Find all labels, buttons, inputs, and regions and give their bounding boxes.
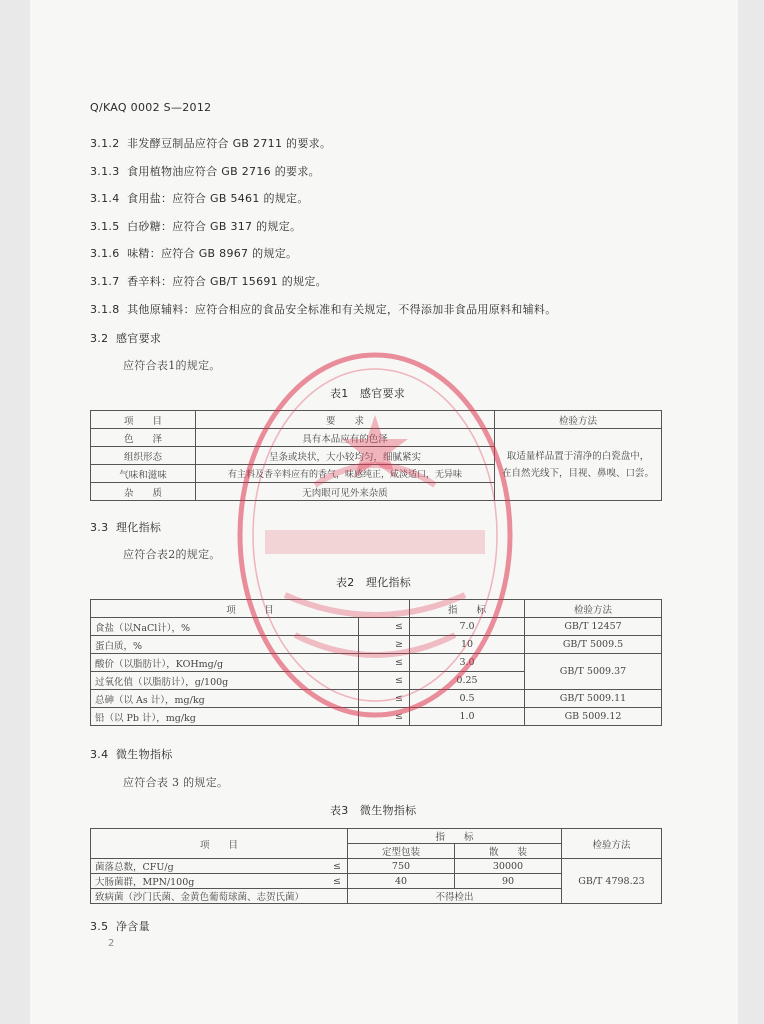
- table3-caption: 表3 微生物指标: [330, 804, 417, 817]
- item-3-1-7: 3.1.7 香辛料：应符合 GB/T 15691 的规定。: [90, 275, 327, 288]
- item-3-1-8: 3.1.8 其他原辅料：应符合相应的食品安全标准和有关规定，不得添加非食品用原料和辅料。: [90, 303, 557, 316]
- table3-header-item: 项 目: [91, 829, 348, 859]
- table-row: 菌落总数，CFU/g ≤ 750 30000 GB/T 4798.23: [91, 859, 662, 874]
- table2-caption: 表2 理化指标: [336, 576, 412, 589]
- table3-header-prepacked: 定型包装: [348, 844, 455, 859]
- section-3-4-body: 应符合表 3 的规定。: [123, 776, 229, 789]
- table-row: 酸价（以脂肪计），KOHmg/g ≤ 3.0 GB/T 5009.37: [91, 654, 662, 672]
- item-3-1-2: 3.1.2 非发酵豆制品应符合 GB 2711 的要求。: [90, 137, 332, 150]
- section-3-2-heading: 3.2 感官要求: [90, 332, 162, 345]
- table2-header-method: 检验方法: [525, 600, 662, 618]
- item-3-1-3: 3.1.3 食用植物油应符合 GB 2716 的要求。: [90, 165, 320, 178]
- table1-header-req: 要 求: [196, 411, 495, 429]
- section-3-2-body: 应符合表1的规定。: [123, 359, 221, 372]
- page-number: 2: [108, 938, 115, 949]
- table-row: 杂 质 无肉眼可见外来杂质: [91, 483, 662, 501]
- table-row: 过氧化值（以脂肪计），g/100g ≤ 0.25: [91, 672, 662, 690]
- table1-sensory: [90, 410, 662, 501]
- section-3-3-body: 应符合表2的规定。: [123, 548, 221, 561]
- table-row: 蛋白质，% ≥ 10 GB/T 5009.5: [91, 636, 662, 654]
- standard-code: Q/KAQ 0002 S—2012: [90, 101, 212, 114]
- table3-header-index: 指 标: [348, 829, 562, 844]
- table-row: 食盐（以NaCl计），% ≤ 7.0 GB/T 12457: [91, 618, 662, 636]
- table-row: 总砷（以 As 计），mg/kg ≤ 0.5 GB/T 5009.11: [91, 690, 662, 708]
- table-row: 组织形态 呈条或块状，大小较均匀，细腻紧实: [91, 447, 662, 465]
- table-row: 铅（以 Pb 计），mg/kg ≤ 1.0 GB 5009.12: [91, 708, 662, 726]
- item-3-1-5: 3.1.5 白砂糖：应符合 GB 317 的规定。: [90, 220, 302, 233]
- table3-header-bulk: 散 装: [455, 844, 562, 859]
- table3-header-method: 检验方法: [562, 829, 662, 859]
- section-3-4-heading: 3.4 微生物指标: [90, 748, 173, 761]
- section-3-3-heading: 3.3 理化指标: [90, 521, 162, 534]
- table-row: 大肠菌群，MPN/100g ≤ 40 90: [91, 874, 662, 889]
- table2-header-item: 项 目: [91, 600, 410, 618]
- table-row: 气味和滋味 有主料及香辛料应有的香气，味感纯正，咸淡适口，无异味: [91, 465, 662, 483]
- table1-header-item: 项 目: [91, 411, 196, 429]
- item-3-1-6: 3.1.6 味精：应符合 GB 8967 的规定。: [90, 247, 298, 260]
- table3-method-cell: GB/T 4798.23: [562, 859, 662, 904]
- table3-microbial: [90, 828, 662, 904]
- item-3-1-4: 3.1.4 食用盐：应符合 GB 5461 的规定。: [90, 192, 309, 205]
- table1-header-method: 检验方法: [495, 411, 662, 429]
- section-3-5-heading: 3.5 净含量: [90, 920, 150, 933]
- table2-physicochemical: [90, 599, 662, 726]
- table-row: 色 泽 具有本品应有的色泽 取适量样品置于清净的白瓷盘中， 在自然光线下，目视、鼻嗅、口尝。: [91, 429, 662, 447]
- table1-caption: 表1 感官要求: [330, 387, 406, 400]
- table-row: 致病菌（沙门氏菌、金黄色葡萄球菌、志贺氏菌） 不得检出: [91, 889, 662, 904]
- table1-method-cell: 取适量样品置于清净的白瓷盘中， 在自然光线下，目视、鼻嗅、口尝。: [495, 429, 662, 501]
- table2-header-index: 指 标: [410, 600, 525, 618]
